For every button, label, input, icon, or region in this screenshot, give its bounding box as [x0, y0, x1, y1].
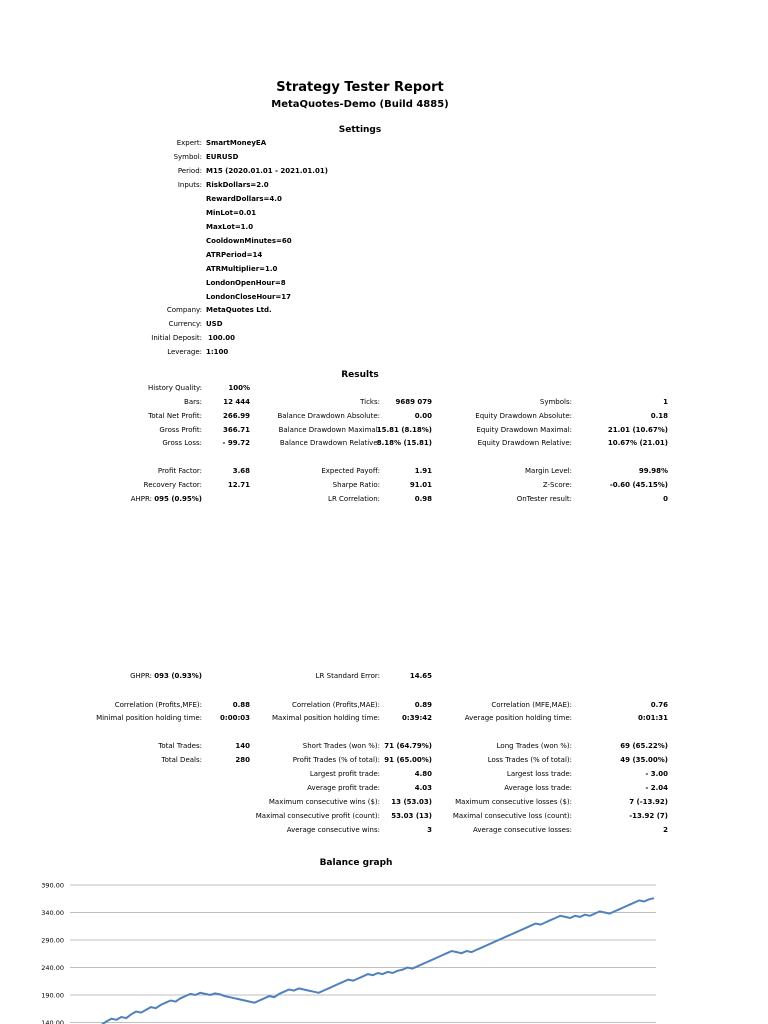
- eq-dd-max-value: 21.01 (10.67%): [607, 426, 668, 434]
- sharpe-value: 91.01: [409, 481, 432, 489]
- max-cons-losses-value: 7 (-13.92): [629, 798, 668, 806]
- avg-loss-value: - 2.04: [645, 784, 668, 792]
- expected-payoff-label: Expected Payoff:: [321, 467, 380, 475]
- y-tick-label: 140.00: [41, 1019, 64, 1024]
- zscore-label: Z-Score:: [542, 481, 572, 489]
- bars-label: Bars:: [184, 398, 202, 406]
- net-profit-value: 266.99: [222, 412, 250, 420]
- period-value: M15 (2020.01.01 - 2021.01.01): [206, 167, 328, 175]
- total-deals-label: Total Deals:: [161, 756, 202, 764]
- max-cons-wins-value: 13 (53.03): [391, 798, 432, 806]
- bal-dd-abs-label: Balance Drawdown Absolute:: [277, 412, 380, 420]
- input-item: LondonOpenHour=8: [206, 279, 286, 287]
- zscore-value: -0.60 (45.15%): [609, 481, 668, 489]
- eq-dd-max-label: Equity Drawdown Maximal:: [476, 426, 572, 434]
- total-trades-value: 140: [235, 742, 250, 750]
- expert-value: SmartMoneyEA: [206, 139, 267, 147]
- recovery-factor-label: Recovery Factor:: [143, 481, 202, 489]
- profit-factor-label: Profit Factor:: [157, 467, 202, 475]
- lr-corr-label: LR Correlation:: [328, 495, 380, 503]
- short-trades-label: Short Trades (won %):: [302, 742, 380, 750]
- ghpr-label: [0, 670, 202, 682]
- gross-profit-label: Gross Profit:: [159, 426, 202, 434]
- corr-pmfe-value: 0.88: [232, 701, 250, 709]
- ontester-value: 0: [663, 495, 668, 503]
- profit-factor-value: 3.68: [232, 467, 250, 475]
- lr-se-value: 14.65: [409, 672, 432, 680]
- margin-level-value: 99.98%: [638, 467, 668, 475]
- deposit-label: Initial Deposit:: [151, 334, 202, 342]
- bal-dd-max-label: Balance Drawdown Maximal:: [278, 426, 380, 434]
- corr-pmae-value: 0.89: [414, 701, 432, 709]
- balance-line: [72, 898, 654, 1024]
- avg-cons-losses-label: Average consecutive losses:: [473, 826, 572, 834]
- ticks-value: 9689 079: [395, 398, 432, 406]
- company-value: MetaQuotes Ltd.: [206, 306, 272, 314]
- bal-dd-abs-value: 0.00: [414, 412, 432, 420]
- period-label: Period:: [177, 167, 202, 175]
- balance-graph: [0, 850, 768, 1024]
- symbols-value: 1: [663, 398, 668, 406]
- report-subtitle: MetaQuotes-Demo (Build 4885): [271, 99, 449, 110]
- corr-mfemae-label: Correlation (MFE,MAE):: [491, 701, 572, 709]
- gross-loss-value: - 99.72: [222, 439, 250, 447]
- symbols-label: Symbols:: [539, 398, 572, 406]
- ghpr-value: 093 (0.93%): [154, 672, 202, 680]
- currency-label: Currency:: [168, 320, 202, 328]
- ghpr-label-text: GHPR:: [130, 672, 153, 680]
- avg-hold-label: Average position holding time:: [464, 714, 572, 722]
- symbol-label: Symbol:: [173, 153, 202, 161]
- maximal-cons-profit-label: Maximal consecutive profit (count):: [255, 812, 380, 820]
- y-tick-label: 190.00: [41, 991, 64, 1000]
- chart-y-ticks: [41, 882, 64, 1024]
- expert-label: Expert:: [176, 139, 202, 147]
- profit-trades-label: Profit Trades (% of total):: [292, 756, 380, 764]
- history-quality-label: History Quality:: [148, 384, 202, 392]
- largest-loss-value: - 3.00: [645, 770, 668, 778]
- bars-value: 12 444: [223, 398, 250, 406]
- avg-cons-wins-label: Average consecutive wins:: [286, 826, 380, 834]
- y-tick-label: 240.00: [41, 964, 64, 972]
- avg-hold-value: 0:01:31: [638, 714, 668, 722]
- max-hold-value: 0:39:42: [402, 714, 432, 722]
- currency-value: USD: [206, 320, 223, 328]
- loss-trades-value: 49 (35.00%): [620, 756, 668, 764]
- min-hold-label: Minimal position holding time:: [96, 714, 202, 722]
- input-item: ATRPeriod=14: [206, 251, 263, 259]
- avg-loss-label: Average loss trade:: [504, 784, 572, 792]
- gross-profit-value: 366.71: [222, 426, 250, 434]
- avg-cons-wins-value: 3: [427, 826, 432, 834]
- eq-dd-rel-label: Equity Drawdown Relative:: [477, 439, 572, 447]
- corr-pmae-label: Correlation (Profits,MAE):: [291, 701, 380, 709]
- long-trades-value: 69 (65.22%): [620, 742, 668, 750]
- avg-profit-label: Average profit trade:: [307, 784, 380, 792]
- eq-dd-abs-value: 0.18: [650, 412, 668, 420]
- largest-profit-value: 4.80: [414, 770, 432, 778]
- eq-dd-abs-label: Equity Drawdown Absolute:: [475, 412, 572, 420]
- y-tick-label: 290.00: [41, 936, 64, 945]
- corr-mfemae-value: 0.76: [650, 701, 668, 709]
- ticks-label: Ticks:: [360, 398, 380, 406]
- input-item: CooldownMinutes=60: [206, 237, 292, 245]
- history-quality-value: 100%: [228, 384, 250, 392]
- leverage-label: Leverage:: [167, 348, 202, 356]
- avg-profit-value: 4.03: [414, 784, 432, 792]
- input-item: RiskDollars=2.0: [206, 181, 269, 189]
- bal-dd-max-value: 15.81 (8.18%): [376, 426, 432, 434]
- symbol-value: EURUSD: [206, 153, 239, 161]
- max-hold-label: Maximal position holding time:: [272, 714, 380, 722]
- deposit-value: 100.00: [208, 334, 236, 342]
- y-tick-label: 390.00: [41, 881, 64, 890]
- corr-pmfe-label: Correlation (Profits,MFE):: [114, 701, 202, 709]
- ontester-label: OnTester result:: [516, 495, 572, 503]
- report-title: Strategy Tester Report: [276, 80, 444, 95]
- ahpr-label-text: AHPR:: [130, 495, 153, 503]
- chart-grid: [70, 885, 656, 1023]
- lr-corr-value: 0.98: [414, 495, 432, 503]
- margin-level-label: Margin Level:: [525, 467, 572, 475]
- input-item: ATRMultiplier=1.0: [206, 265, 278, 273]
- maximal-cons-profit-value: 53.03 (13): [391, 812, 432, 820]
- total-deals-value: 280: [235, 756, 250, 764]
- input-item: RewardDollars=4.0: [206, 195, 282, 203]
- gross-loss-label: Gross Loss:: [162, 439, 202, 447]
- bal-dd-rel-value: 8.18% (15.81): [376, 439, 432, 447]
- input-item: MaxLot=1.0: [206, 223, 254, 231]
- bal-dd-rel-label: Balance Drawdown Relative:: [279, 439, 380, 447]
- lr-se-label: LR Standard Error:: [315, 672, 380, 680]
- results-heading: Results: [341, 370, 379, 380]
- input-item: MinLot=0.01: [206, 209, 257, 217]
- company-label: Company:: [166, 306, 202, 314]
- long-trades-label: Long Trades (won %):: [496, 742, 572, 750]
- max-cons-losses-label: Maximum consecutive losses ($):: [455, 798, 572, 806]
- balance-graph-title: Balance graph: [319, 858, 393, 868]
- short-trades-value: 71 (64.79%): [384, 742, 432, 750]
- min-hold-value: 0:00:03: [220, 714, 250, 722]
- loss-trades-label: Loss Trades (% of total):: [487, 756, 572, 764]
- avg-cons-losses-value: 2: [663, 826, 668, 834]
- expected-payoff-value: 1.91: [414, 467, 432, 475]
- inputs-label: Inputs:: [177, 181, 202, 189]
- leverage-value: 1:100: [206, 348, 229, 356]
- ahpr-label: [0, 493, 202, 505]
- max-cons-wins-label: Maximum consecutive wins ($):: [268, 798, 380, 806]
- net-profit-label: Total Net Profit:: [148, 412, 202, 420]
- y-tick-label: 340.00: [41, 909, 64, 917]
- ahpr-value: 095 (0.95%): [154, 495, 202, 503]
- settings-heading: Settings: [338, 125, 382, 135]
- input-item: LondonCloseHour=17: [206, 293, 292, 301]
- maximal-cons-loss-value: -13.92 (7): [629, 812, 668, 820]
- largest-loss-label: Largest loss trade:: [506, 770, 572, 778]
- recovery-factor-value: 12.71: [227, 481, 250, 489]
- profit-trades-value: 91 (65.00%): [384, 756, 432, 764]
- largest-profit-label: Largest profit trade:: [309, 770, 380, 778]
- total-trades-label: Total Trades:: [158, 742, 202, 750]
- sharpe-label: Sharpe Ratio:: [332, 481, 380, 489]
- eq-dd-rel-value: 10.67% (21.01): [607, 439, 668, 447]
- maximal-cons-loss-label: Maximal consecutive loss (count):: [452, 812, 572, 820]
